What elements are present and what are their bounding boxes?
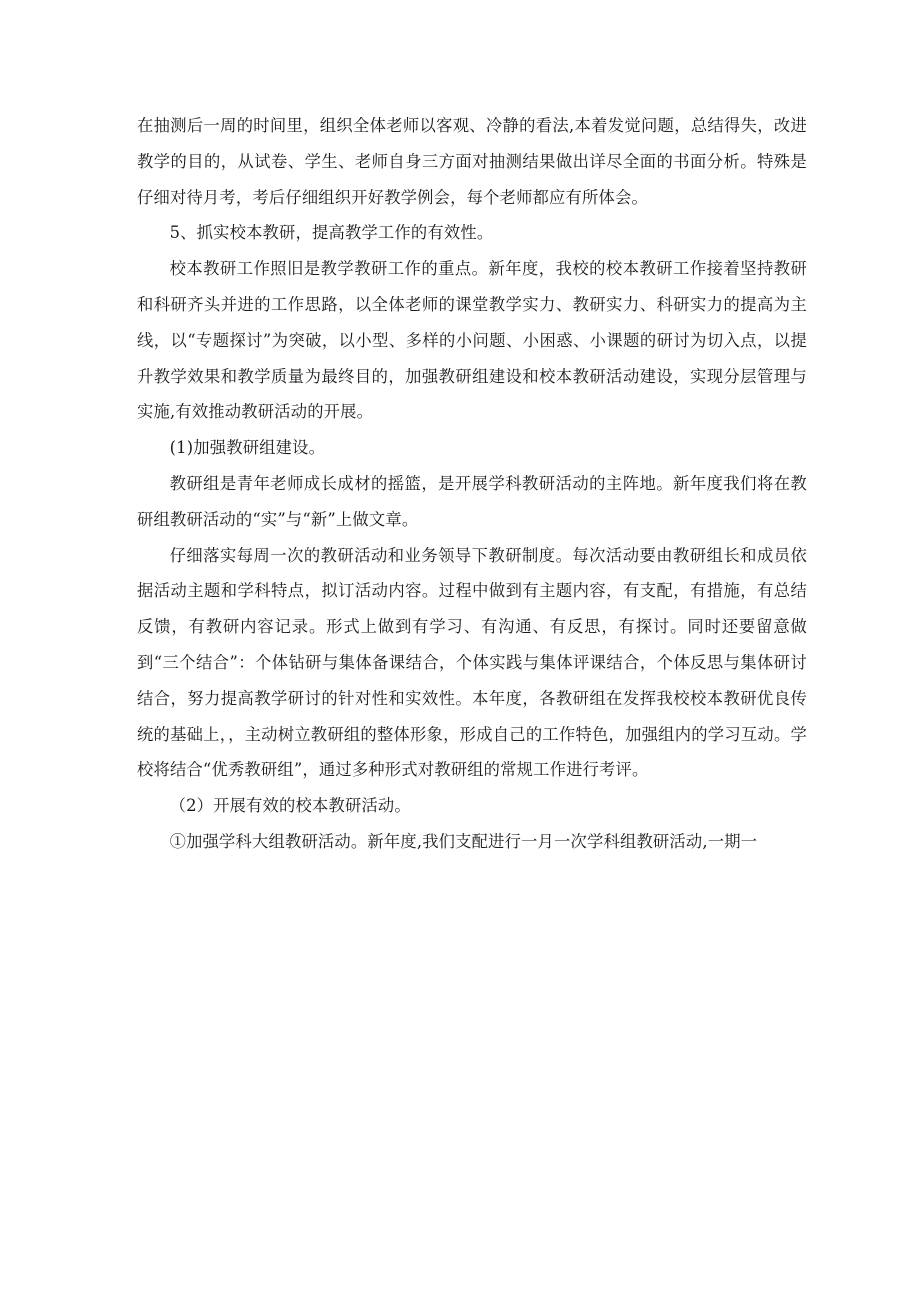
paragraph-7: （2）开展有效的校本教研活动。 — [169, 796, 411, 816]
paragraph-4: (1)加强教研组建设。 — [169, 438, 326, 458]
paragraph-2: 5、抓实校本教研，提高教学工作的有效性。 — [169, 223, 494, 243]
paragraph-5: 教研组是青年老师成长成材的摇篮，是开展学科教研活动的主阵地。新年度我们将在教研组教研活动的“实”与“新”上做文章。 — [137, 473, 807, 529]
paragraph-6: 仔细落实每周一次的教研活动和业务领导下教研制度。每次活动要由教研组长和成员依据活动主题和学科特点，拟订活动内容。过程中做到有主题内容，有支配，有措施，有总结反馈，有教研内容记录。形式上做到有学习、有沟通、有反思，有探讨。同时还要留意做到“三个结合”：个体钻研与集体备课结合，个体实践与集体评课结合，个体反思与集体研讨结合，努力提高教学研讨的针对性和实效性。本年度，各教研组在发挥我校校本教研优良传统的基础上，，主动树立教研组的整体形象，形成自己的工作特色，加强组内的学习互动。学校将结合“优秀教研组”，通过多种形式对教研组的常规工作进行考评。 — [137, 545, 807, 780]
document-body — [137, 108, 807, 860]
paragraph-8: ①加强学科大组教研活动。新年度,我们支配进行一月一次学科组教研活动,一期一 — [169, 831, 758, 851]
paragraph-3: 校本教研工作照旧是教学教研工作的重点。新年度，我校的校本教研工作接着坚持教研和科研齐头并进的工作思路，以全体老师的课堂教学实力、教研实力、科研实力的提高为主线，以“专题探讨”为突破，以小型、多样的小问题、小困惑、小课题的研讨为切入点，以提升教学效果和教学质量为最终目的，加强教研组建设和校本教研活动建设，实现分层管理与实施,有效推动教研活动的开展。 — [137, 259, 807, 422]
paragraph-1: 在抽测后一周的时间里，组织全体老师以客观、冷静的看法,本着发觉问题，总结得失，改进教学的目的，从试卷、学生、老师自身三方面对抽测结果做出详尽全面的书面分析。特殊是仔细对待月考，考后仔细组织开好教学例会，每个老师都应有所体会。 — [137, 116, 807, 207]
